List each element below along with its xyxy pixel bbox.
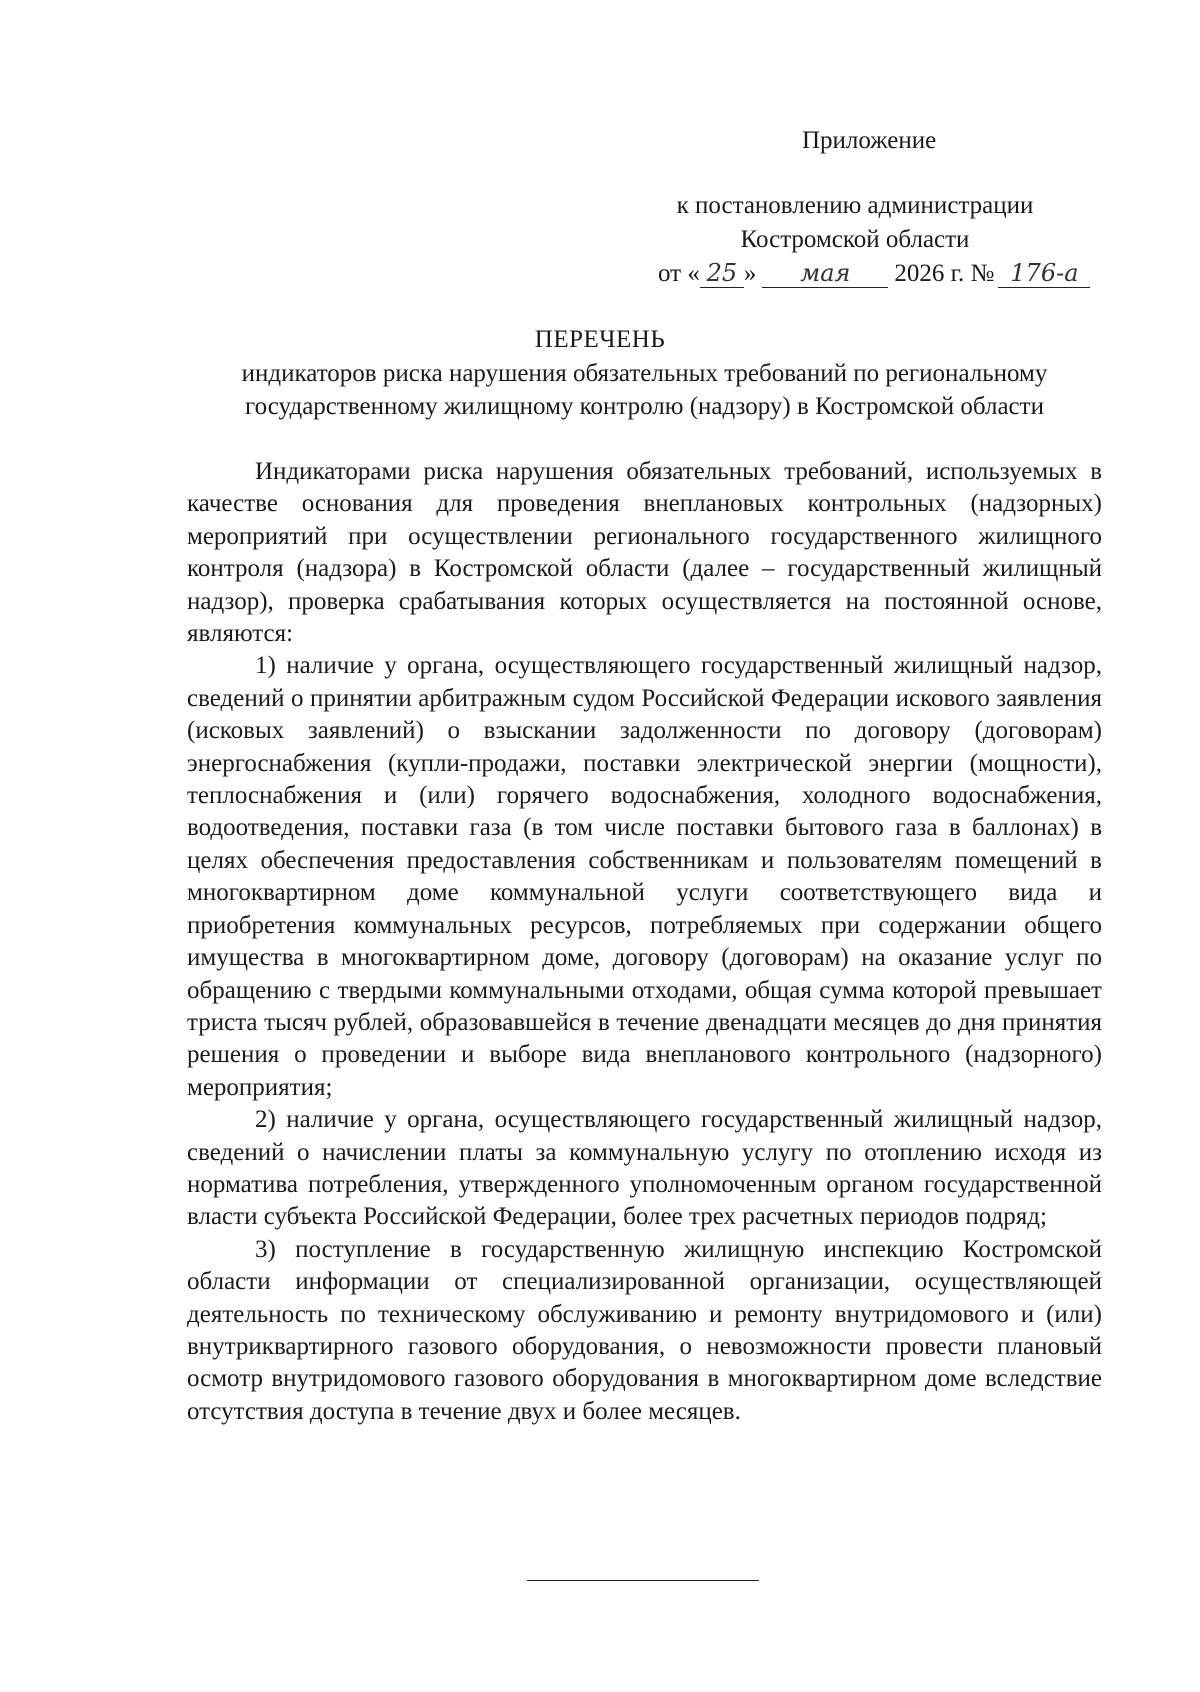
date-prefix: от « — [658, 260, 700, 287]
appendix-label: Приложение — [802, 127, 937, 154]
resolution-reference-line-1: к постановлению администрации — [676, 192, 1034, 219]
resolution-reference — [660, 189, 1050, 257]
intro-paragraph: Индикаторами риска нарушения обязательных требований, используемых в качестве основания для проведения внеплановых контрольных (надзорных) мероприятий при осуществлении регионального государственного жилищного контроля (надзора) в Костромской области (далее – государственный жилищный надзор), проверка срабатывания которых осуществляется на постоянной основе, являются: — [187, 458, 1102, 648]
document-subtitle: индикаторов риска нарушения обязательных требований по региональному государственному жилищному контролю (надзору) в Костромской области — [241, 360, 1048, 420]
indicator-item-1: 1) наличие у органа, осуществляющего государственный жилищный надзор, сведений о принятии арбитражным судом Российской Федерации искового заявления (исковых заявлений) о взыскании задолженности по договору (договорам) энергоснабжения (купли-продажи, поставки электрической энергии (мощности), теплоснабжения и (или) горячего водоснабжения, холодного водоснабжения, водоотведения, поставки газа (в том числе поставки бытового газа в баллонах) в целях обеспечения предоставления собственникам и пользователям помещений в многоквартирном доме коммунальной услуги соответствующего вида и приобретения коммунальных ресурсов, потребляемых при содержании общего имущества в многоквартирном доме, договору (договорам) на оказание услуг по обращению с твердыми коммунальными отходами, общая сумма которой превышает триста тысяч рублей, образовавшейся в течение двенадцати месяцев до дня принятия решения о проведении и выборе вида внепланового контрольного (надзорного) мероприятия; — [187, 652, 1102, 1101]
handwritten-day: 25 — [700, 259, 744, 288]
resolution-reference-line-2: Костромской области — [740, 226, 970, 253]
closing-rule — [527, 1580, 759, 1581]
document-title: ПЕРЕЧЕНЬ — [534, 326, 666, 353]
resolution-date-line — [658, 257, 1090, 291]
indicator-item-2: 2) наличие у органа, осуществляющего государственный жилищный надзор, сведений о начислении платы за коммунальную услугу по отоплению исходя из норматива потребления, утвержденного уполномоченным органом государственной власти субъекта Российской Федерации, более трех расчетных периодов подряд; — [187, 1106, 1102, 1231]
date-year: 2026 г. № — [894, 260, 995, 287]
handwritten-month: мая — [762, 259, 888, 288]
date-close-quote: » — [743, 260, 757, 287]
indicator-item-3: 3) поступление в государственную жилищную инспекцию Костромской области информации от специализированной организации, осуществляющей деятельность по техническому обслуживанию и ремонту внутридомового и (или) внутриквартирного газового оборудования, о невозможности провести плановый осмотр внутридомового газового оборудования в многоквартирном доме вследствие отсутствия доступа в течение двух и более месяцев. — [187, 1235, 1102, 1425]
document-body — [187, 456, 1102, 1428]
handwritten-document-number: 176-а — [998, 259, 1090, 288]
